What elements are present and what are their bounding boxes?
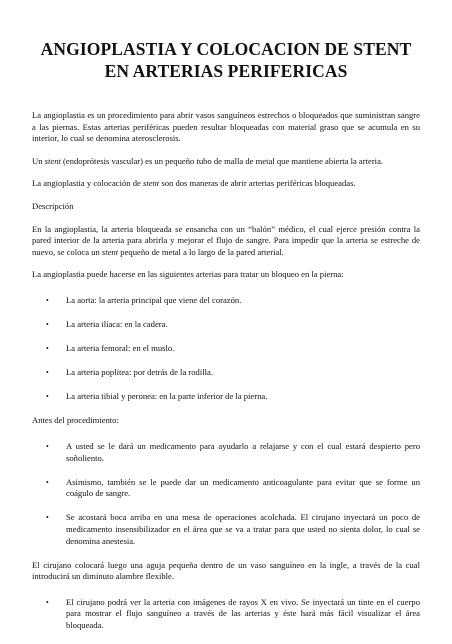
bullet-icon: • — [46, 320, 49, 330]
list-item — [46, 476, 420, 500]
list-item-text: La arteria ilíaca: en la cadera. — [66, 319, 168, 330]
list-item-text: La arteria tibial y peronea: en la parte inferior de la pierna. — [66, 391, 268, 402]
text-segment: La angioplastia y colocación de — [32, 178, 143, 189]
list-item-text: A usted se le dará un medicamento para ayudarlo a relajarse y con el cual estará despierto pero soñoliento. — [66, 441, 420, 463]
bullet-icon: • — [46, 477, 49, 487]
list-item-text: La arteria femoral: en el muslo. — [66, 343, 175, 354]
list-item — [46, 343, 420, 355]
xray-list — [32, 597, 420, 632]
bullet-icon: • — [46, 513, 49, 523]
list-item-text: Se acostará boca arriba en una mesa de operaciones acolchada. El cirujano inyectará un poco de medicamento insensibilizador en el área que se va a tratar para que usted no sienta dolor, lo cual se denomina anestesia. — [66, 512, 420, 546]
surgeon-needle-paragraph: El cirujano colocará luego una aguja pequeña dentro de un vaso sanguíneo en la ingle, a través de la cual introducirá un diminuto alambre flexible. — [32, 559, 420, 582]
list-item — [46, 391, 420, 403]
text-segment: Un — [32, 155, 45, 166]
description-heading: Descripción — [32, 200, 74, 211]
description-paragraph — [32, 224, 420, 259]
list-item-text: El cirujano podrá ver la arteria con imágenes de rayos X en vivo. Se inyectará un tinte en el cuerpo para mostrar el flujo sanguíneo a través de las arterias y éste hará más fácil visualizar el área bloqueada. — [66, 596, 420, 631]
stent-term: stent — [142, 178, 160, 189]
before-procedure-heading: Antes del procedimiento: — [32, 415, 119, 426]
document-body — [32, 110, 420, 644]
list-item-text: La arteria poplítea: por detrás de la rodilla. — [66, 367, 213, 378]
list-item — [46, 367, 420, 379]
methods-paragraph — [32, 178, 420, 190]
bullet-icon: • — [46, 344, 49, 354]
text-segment: En la angioplastia, la arteria bloqueada se ensancha con un “balón” médico, el cual ejerce presión contra la pared interior de la arteria para abrirla y mejorar el flujo de sangre. Para impedir que la arteria se estreche de nuevo, se coloca un — [32, 223, 420, 257]
list-item — [46, 441, 420, 464]
list-item — [46, 294, 420, 307]
stent-term: stent — [44, 155, 61, 166]
bullet-icon: • — [46, 597, 49, 607]
list-item-text: La aorta: la arteria principal que viene del corazón. — [66, 294, 242, 305]
text-segment: son dos maneras de abrir arterias periféricas bloqueadas. — [159, 178, 356, 189]
bullet-icon: • — [46, 392, 49, 402]
list-item — [46, 512, 420, 547]
intro-paragraph: La angioplastia es un procedimiento para abrir vasos sanguíneos estrechos o bloqueados que suministran sangre a las piernas. Estas arterias periféricas pueden resultar bloqueadas con material graso que se acumula en su interior, lo cual se denomina aterosclerosis. — [32, 110, 420, 144]
arteries-intro-paragraph: La angioplastia puede hacerse en las siguientes arterias para tratar un bloqueo en la pierna: — [32, 269, 344, 280]
text-segment: (endoprótesis vascular) es un pequeño tubo de malla de metal que mantiene abierta la arteria. — [60, 155, 384, 166]
list-item — [46, 319, 420, 331]
before-procedure-list — [32, 441, 420, 547]
document-title: ANGIOPLASTIA Y COLOCACION DE STENT EN ARTERIAS PERIFERICAS — [40, 39, 412, 81]
arteries-list — [32, 295, 420, 403]
text-segment: pequeño de metal a lo largo de la pared arterial. — [118, 246, 284, 257]
stent-term: stent — [101, 246, 119, 257]
bullet-icon: • — [46, 442, 49, 451]
bullet-icon: • — [46, 368, 49, 378]
bullet-icon: • — [46, 295, 49, 305]
stent-definition-paragraph — [32, 156, 420, 168]
list-item — [46, 596, 420, 632]
list-item-text: Asimismo, también se le puede dar un medicamento anticoagulante para evitar que se forme un coágulo de sangre. — [66, 476, 420, 499]
